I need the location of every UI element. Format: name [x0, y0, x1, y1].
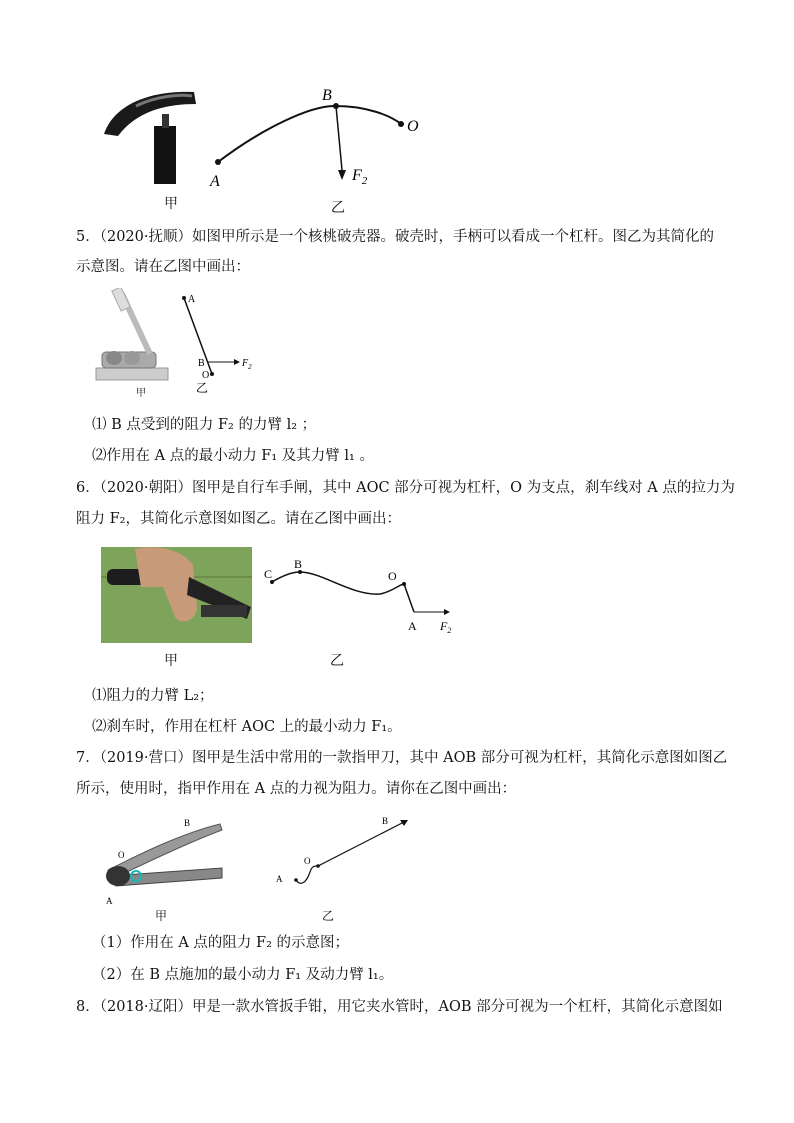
label-force: $F_2$ [242, 358, 252, 371]
label-b: B [382, 816, 389, 826]
label-o: O [202, 370, 210, 381]
bike-brake-photo [101, 547, 252, 643]
figure-hammer [96, 86, 206, 186]
nutcracker-photo [92, 288, 172, 386]
caption-yi-q6: 乙 [330, 653, 344, 669]
q5-line1 [76, 223, 714, 251]
q6-item1: ⑴阻力的力臂 L₂； [92, 688, 214, 704]
q5-source: （2020·抚顺） [99, 229, 192, 245]
label-a: A [210, 173, 220, 190]
caption-yi-top: 乙 [331, 200, 345, 216]
label-c: C [264, 567, 273, 581]
q8-line1 [76, 993, 723, 1021]
label-a: A [408, 619, 417, 633]
q8-number: 8． [76, 999, 100, 1015]
figure-nutcracker [92, 288, 172, 386]
caption-jia-q6: 甲 [164, 653, 178, 669]
q7-line1 [76, 744, 727, 772]
q7-item1: （1）作用在 A 点的阻力 F₂ 的示意图； [92, 935, 350, 951]
q7-line2: 所示，使用时，指甲作用在 A 点的力视为阻力。请你在乙图中画出： [76, 781, 517, 797]
lever-diagram-q5 [176, 288, 266, 398]
hammer-photo [96, 86, 206, 186]
q5-number: 5． [76, 229, 100, 245]
label-b: B [294, 557, 303, 571]
label-a: A [188, 294, 196, 305]
label-b: B [198, 358, 205, 369]
q5-item1: ⑴ B 点受到的阻力 F₂ 的力臂 l₂ ； [92, 417, 317, 433]
caption-jia-q7: 甲 [155, 909, 168, 923]
q5-item2: ⑵作用在 A 点的最小动力 F₁ 及其力臂 l₁ 。 [92, 448, 374, 464]
caption-yi-q7: 乙 [322, 909, 335, 923]
q6-source: （2020·朝阳） [99, 480, 192, 496]
label-o: O [118, 850, 125, 860]
q7-item2: （2）在 B 点施加的最小动力 F₁ 及动力臂 l₁。 [92, 967, 394, 983]
label-a: A [106, 896, 113, 906]
q7-source: （2019·营口） [99, 750, 192, 766]
lever-diagram-top [200, 80, 440, 220]
q6-line2: 阻力 F₂，其简化示意图如图乙。请在乙图中画出： [76, 511, 401, 527]
q5-text1: 如图甲所示是一个核桃破壳器。破壳时，手柄可以看成一个杠杆。图乙为其简化的 [192, 229, 714, 245]
q7-text1: 图甲是生活中常用的一款指甲刀，其中 AOB 部分可视为杠杆，其简化示意图如图乙 [192, 750, 728, 766]
figure-bike-brake [101, 547, 252, 643]
label-b: B [184, 818, 191, 828]
q7-number: 7． [76, 750, 100, 766]
label-a: A [276, 874, 283, 884]
q6-text1: 图甲是自行车手闸，其中 AOC 部分可视为杠杆，O 为支点，刹车线对 A 点的拉力为 [192, 480, 735, 496]
caption-jia-q5: 甲 [136, 388, 146, 399]
label-o: O [407, 118, 419, 135]
q6-line1 [76, 474, 735, 502]
q5-line2: 示意图。请在乙图中画出： [76, 259, 250, 275]
figure-nail-clipper [100, 814, 230, 910]
label-force: $F_2$ [440, 619, 452, 635]
q8-source: （2018·辽阳） [99, 999, 192, 1015]
label-o: O [304, 856, 311, 866]
lever-diagram-q6 [262, 556, 462, 638]
caption-jia-top: 甲 [164, 196, 178, 212]
lever-diagram-q7 [270, 814, 420, 904]
label-force: $F_2$ [352, 167, 368, 187]
caption-yi: 乙 [196, 381, 209, 395]
q8-text1: 甲是一款水管扳手钳，用它夹水管时，AOB 部分可视为一个杠杆，其简化示意图如 [192, 999, 723, 1015]
label-b: B [322, 87, 332, 104]
label-o: O [388, 569, 397, 583]
q6-number: 6． [76, 480, 100, 496]
q6-item2: ⑵刹车时，作用在杠杆 AOC 上的最小动力 F₁。 [92, 719, 402, 735]
